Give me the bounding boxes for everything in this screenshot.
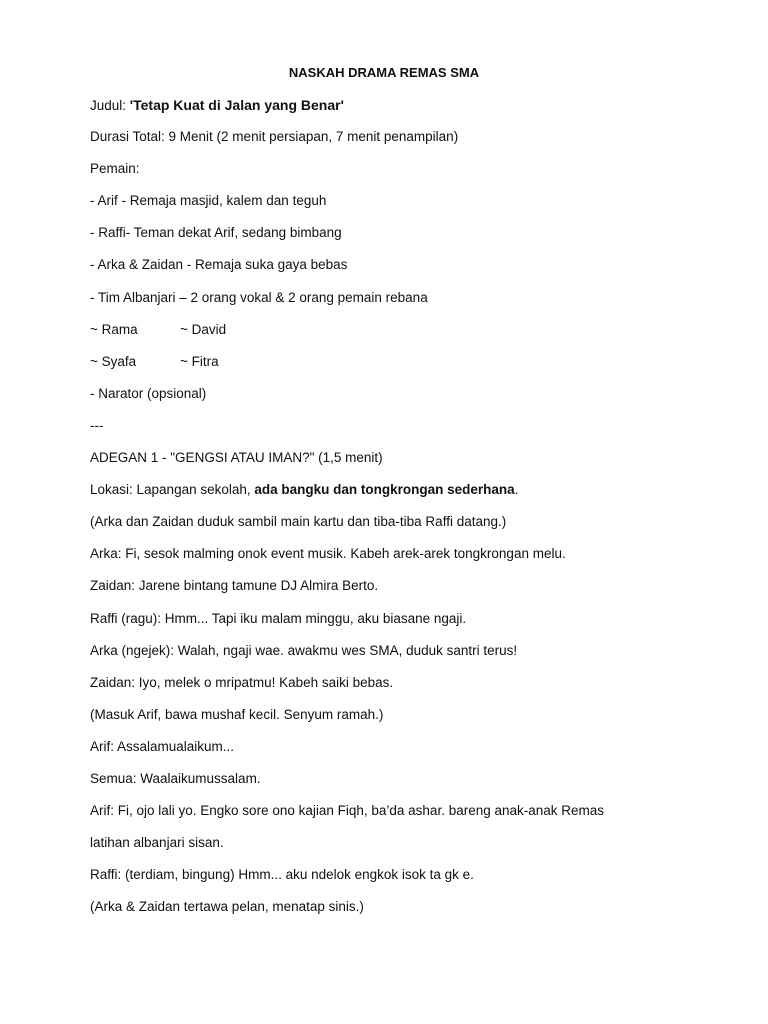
member-row	[90, 353, 730, 385]
dialog-line: Arif: Fi, ojo lali yo. Engko sore ono kajian Fiqh, ba’da ashar. bareng anak-anak Remas	[90, 803, 605, 819]
member-name: ~ David	[180, 321, 227, 337]
lokasi-line	[90, 481, 730, 513]
narator-line: - Narator (opsional)	[90, 385, 207, 401]
member-name: ~ Rama	[90, 321, 138, 337]
judul-label: Judul:	[90, 98, 130, 113]
dialog-line: latihan albanjari sisan.	[90, 835, 224, 851]
member-name: ~ Syafa	[90, 353, 137, 369]
dialog-line: Raffi (ragu): Hmm... Tapi iku malam minggu, aku biasane ngaji.	[90, 610, 467, 626]
dialog-line: Zaidan: Iyo, melek o mripatmu! Kabeh saiki bebas.	[90, 674, 394, 690]
dialog-line: Arka (ngejek): Walah, ngaji wae. awakmu wes SMA, duduk santri terus!	[90, 642, 518, 658]
dialog-line: Zaidan: Jarene bintang tamune DJ Almira Berto.	[90, 578, 379, 594]
durasi-line: Durasi Total: 9 Menit (2 menit persiapan, 7 menit penampilan)	[90, 129, 459, 145]
member-row	[90, 321, 730, 353]
pemain-label: Pemain:	[90, 161, 140, 177]
member-name: ~ Fitra	[180, 353, 219, 369]
lokasi-prefix: Lokasi: Lapangan sekolah,	[90, 482, 255, 498]
cast-item: - Raffi- Teman dekat Arif, sedang bimbang	[90, 225, 342, 241]
lokasi-bold: ada bangku dan tongkrongan sederhana	[254, 482, 515, 498]
dialog-line: (Arka & Zaidan tertawa pelan, menatap sinis.)	[90, 899, 364, 915]
dialog-line: Raffi: (terdiam, bingung) Hmm... aku ndelok engkok isok ta gk e.	[90, 867, 474, 883]
separator: ---	[90, 417, 104, 433]
cast-item: - Arka & Zaidan - Remaja suka gaya bebas	[90, 257, 348, 273]
document-body	[90, 96, 730, 930]
document-title: NASKAH DRAMA REMAS SMA	[288, 65, 480, 80]
cast-item: - Arif - Remaja masjid, kalem dan teguh	[90, 193, 327, 209]
judul-line	[90, 96, 730, 128]
dialog-line: (Masuk Arif, bawa mushaf kecil. Senyum ramah.)	[90, 706, 384, 722]
cast-item: - Tim Albanjari – 2 orang vokal & 2 orang pemain rebana	[90, 289, 428, 305]
dialog-line: Arif: Assalamualaikum...	[90, 738, 235, 754]
lokasi-suffix: .	[514, 482, 519, 498]
dialog-line: Semua: Waalaikumussalam.	[90, 770, 261, 786]
dialog-line: Arka: Fi, sesok malming onok event musik. Kabeh arek-arek tongkrongan melu.	[90, 546, 566, 562]
judul-value: 'Tetap Kuat di Jalan yang Benar'	[129, 97, 344, 113]
adegan-heading: ADEGAN 1 - "GENGSI ATAU IMAN?" (1,5 menit)	[90, 450, 383, 466]
dialog-line: (Arka dan Zaidan duduk sambil main kartu dan tiba-tiba Raffi datang.)	[90, 514, 507, 530]
